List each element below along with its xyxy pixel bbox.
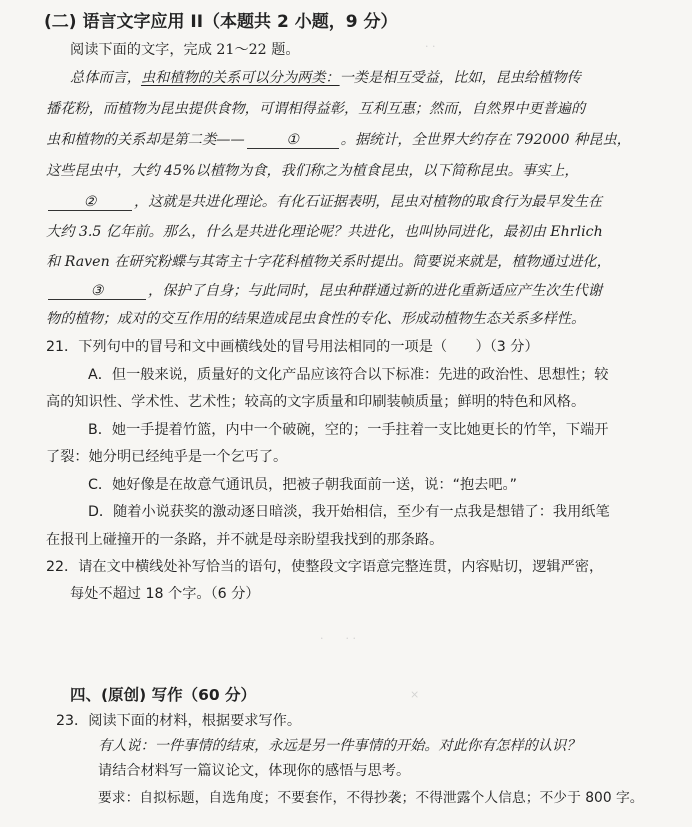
passage-line: 这些昆虫中，大约 45%以植物为食，我们称之为植食昆虫，以下简称昆虫。事实上，: [46, 163, 579, 179]
passage-line: [46, 282, 602, 300]
passage-text: ，保护了自身；与此同时，昆虫种群通过新的进化重新适应产生次生代谢: [148, 283, 603, 299]
option-d-cont: 在报刊上碰撞开的一条路，并不就是母亲盼望我找到的那条路。: [46, 532, 444, 548]
scan-noise: · ·: [425, 40, 436, 53]
writing-instruction: 请结合材料写一篇议论文，体现你的感悟与思考。: [98, 763, 411, 779]
blank-1: ①: [247, 132, 339, 149]
passage-line: [46, 131, 631, 149]
passage-text: 虫和植物的关系却是第二类——: [46, 132, 245, 148]
section-4-title: 四、(原创) 写作（60 分）: [70, 686, 257, 704]
passage-line: [46, 193, 602, 211]
passage-text: 总体而言，: [70, 70, 141, 86]
material-text: 有人说：一件事情的结束，永远是另一件事情的开始。对此你有怎样的认识？: [98, 738, 581, 754]
option-c: C．她好像是在故意气通讯员，把被子朝我面前一送，说：“抱去吧。”: [88, 477, 517, 493]
passage-line: 播花粉，而植物为昆虫提供食物，可谓相得益彰，互利互惠；然而，自然界中更普遍的: [46, 101, 586, 117]
question-22-stem-cont: 每处不超过 18 个字。（6 分）: [70, 586, 260, 602]
scan-noise: · · ·: [320, 632, 356, 645]
passage-text: 一类是相互受益，比如，昆虫给植物传: [339, 70, 581, 86]
passage-line: 和 Raven 在研究粉蝶与其寄主十字花科植物关系时提出。简要说来就是，植物通过进化，: [46, 254, 611, 270]
passage-line: 物的植物；成对的交互作用的结果造成昆虫食性的专化、形成动植物生态关系多样性。: [46, 311, 586, 327]
section-2-title: (二) 语言文字应用 II（本题共 2 小题，9 分）: [44, 12, 398, 32]
passage-line: 大约 3.5 亿年前。那么，什么是共进化理论呢？共进化，也叫协同进化，最初由 Ehrlich: [46, 224, 603, 240]
option-b-cont: 了裂：她分明已经纯乎是一个乞丐了。: [46, 449, 288, 465]
question-23-stem: 23．阅读下面的材料，根据要求写作。: [56, 713, 302, 729]
option-a: A．但一般来说，质量好的文化产品应该符合以下标准：先进的政治性、思想性；较: [88, 367, 609, 383]
option-d: D．随着小说获奖的激动逐日暗淡，我开始相信，至少有一点我是想错了：我用纸笔: [88, 504, 610, 520]
blank-3: ③: [48, 283, 146, 300]
underlined-colon-phrase: 虫和植物的关系可以分为两类：: [140, 70, 340, 86]
passage-text: 。据统计，全世界大约存在 792000 种昆虫，: [340, 132, 631, 148]
passage-line: [70, 69, 581, 87]
option-a-cont: 高的知识性、学术性、艺术性；较高的文字质量和印刷装帧质量；鲜明的特色和风格。: [46, 394, 586, 410]
option-b: B．她一手提着竹篮，内中一个破碗，空的；一手拄着一支比她更长的竹竿，下端开: [88, 422, 609, 438]
section-2-intro: 阅读下面的文字，完成 21～22 题。: [70, 42, 300, 58]
writing-requirements: 要求：自拟标题，自选角度；不要套作，不得抄袭；不得泄露个人信息；不少于 800 字。: [98, 790, 644, 806]
question-21-stem: 21．下列句中的冒号和文中画横线处的冒号用法相同的一项是（ ）（3 分）: [46, 339, 539, 355]
blank-2: ②: [48, 194, 132, 211]
scan-noise: ×: [410, 688, 420, 701]
question-22-stem: 22．请在文中横线处补写恰当的语句，使整段文字语意完整连贯，内容贴切，逻辑严密，: [46, 559, 604, 575]
passage-text: ，这就是共进化理论。有化石证据表明，昆虫对植物的取食行为最早发生在: [134, 194, 603, 210]
